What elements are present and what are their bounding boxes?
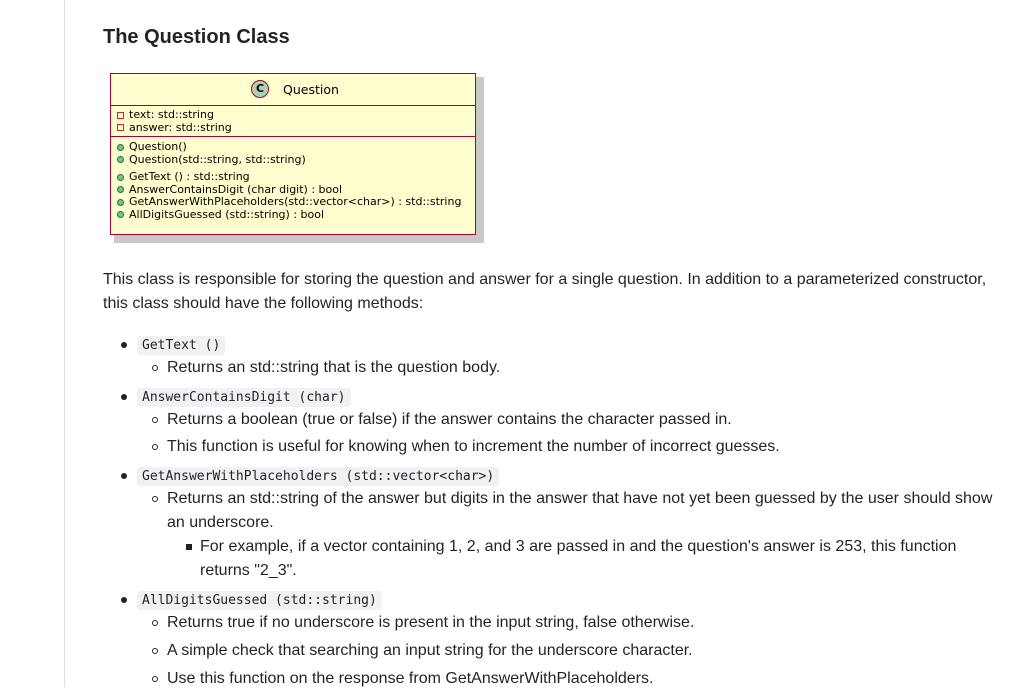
method-code: AnswerContainsDigit (char) bbox=[137, 388, 351, 407]
uml-fields bbox=[111, 106, 475, 137]
list-subitem: Returns an std::string of the answer but digits in the answer that have not yet been guessed by the user should show an underscore. bbox=[167, 490, 993, 531]
public-icon bbox=[117, 156, 124, 163]
uml-class-name: Question bbox=[283, 82, 339, 97]
uml-field-text: text: std::string bbox=[129, 108, 214, 121]
uml-methods bbox=[111, 137, 475, 221]
private-icon bbox=[117, 124, 124, 131]
list-subsubitem: For example, if a vector containing 1, 2, and 3 are passed in and the question's answer is 253, this function returns "2_3". bbox=[200, 538, 957, 579]
list-subitem: Use this function on the response from GetAnswerWithPlaceholders. bbox=[167, 670, 654, 687]
uml-method bbox=[117, 154, 475, 167]
list-item bbox=[137, 333, 225, 358]
uml-method-text: Question() bbox=[129, 140, 187, 153]
uml-method bbox=[117, 171, 475, 184]
uml-class-header bbox=[111, 74, 475, 106]
uml-method-text: GetAnswerWithPlaceholders(std::vector<char>) : std::string bbox=[129, 195, 462, 208]
uml-method bbox=[117, 141, 475, 154]
bullet-circle-icon bbox=[152, 620, 158, 626]
bullet-circle-icon bbox=[152, 417, 158, 423]
uml-field-text: answer: std::string bbox=[129, 120, 232, 134]
private-icon bbox=[117, 112, 124, 119]
method-code: GetText () bbox=[137, 336, 225, 355]
bullet-disc-icon bbox=[121, 394, 127, 400]
uml-method-text: Question(std::string, std::string) bbox=[129, 152, 306, 166]
page-title: The Question Class bbox=[103, 26, 290, 48]
uml-method bbox=[117, 209, 475, 222]
public-icon bbox=[117, 174, 124, 181]
class-stereotype-icon: C bbox=[251, 80, 269, 98]
uml-class-diagram bbox=[110, 73, 476, 235]
uml-method-text: AnswerContainsDigit (char digit) : bool bbox=[129, 182, 343, 196]
list-subitem: A simple check that searching an input string for the underscore character. bbox=[167, 642, 693, 659]
uml-field bbox=[117, 122, 475, 135]
bullet-circle-icon bbox=[152, 676, 158, 682]
method-code: GetAnswerWithPlaceholders (std::vector<char>) bbox=[137, 467, 499, 486]
public-icon bbox=[117, 211, 124, 218]
class-description: This class is responsible for storing the question and answer for a single question. In addition to a parameterized constructor, this class should have the following methods: bbox=[103, 271, 987, 312]
public-icon bbox=[117, 186, 124, 193]
bullet-disc-icon bbox=[121, 473, 127, 479]
bullet-disc-icon bbox=[121, 342, 127, 348]
uml-method-text: GetText () : std::string bbox=[129, 170, 250, 183]
bullet-square-icon bbox=[186, 544, 192, 550]
method-code: AllDigitsGuessed (std::string) bbox=[137, 591, 382, 610]
list-subitem: Returns a boolean (true or false) if the answer contains the character passed in. bbox=[167, 411, 732, 428]
uml-method bbox=[117, 196, 475, 209]
bullet-disc-icon bbox=[121, 597, 127, 603]
uml-method-text: AllDigitsGuessed (std::string) : bool bbox=[129, 207, 325, 221]
public-icon bbox=[117, 199, 124, 206]
public-icon bbox=[117, 144, 124, 151]
list-subitem: Returns true if no underscore is present in the input string, false otherwise. bbox=[167, 614, 695, 631]
bullet-circle-icon bbox=[152, 496, 158, 502]
list-item bbox=[137, 588, 382, 613]
list-item bbox=[137, 464, 499, 489]
bullet-circle-icon bbox=[152, 648, 158, 654]
uml-field bbox=[117, 109, 475, 122]
bullet-circle-icon bbox=[152, 444, 158, 450]
bullet-circle-icon bbox=[152, 365, 158, 371]
list-subitem: This function is useful for knowing when to increment the number of incorrect guesses. bbox=[167, 438, 780, 455]
list-item bbox=[137, 385, 351, 410]
left-border bbox=[64, 0, 65, 687]
list-subitem: Returns an std::string that is the question body. bbox=[167, 359, 501, 376]
